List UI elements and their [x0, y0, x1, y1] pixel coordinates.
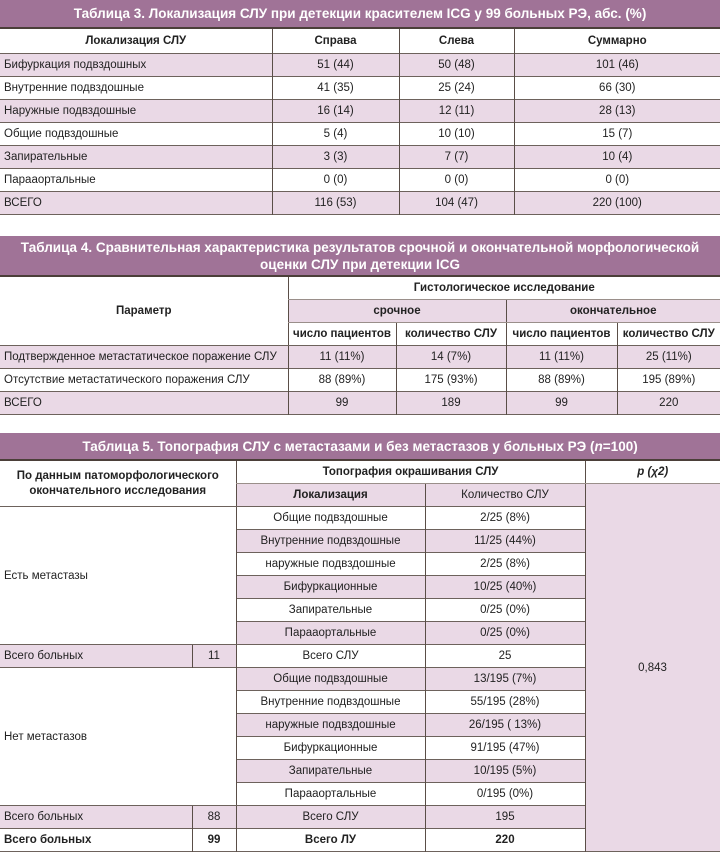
cell: 91/195 (47%): [425, 737, 585, 760]
cell: 220: [617, 392, 720, 415]
table-3-header: Слева: [399, 28, 514, 54]
group-label: Нет метастазов: [0, 668, 236, 806]
table-3-title: Таблица 3. Локализация СЛУ при детекции красителем ICG у 99 больных РЭ, абс. (%): [0, 0, 720, 28]
cell: 41 (35): [272, 77, 399, 100]
cell: 10 (10): [399, 123, 514, 146]
cell: 101 (46): [514, 54, 720, 77]
cell: 0 (0): [399, 169, 514, 192]
table-row: [0, 54, 720, 77]
col-header: число пациентов: [288, 323, 396, 346]
cell: 220 (100): [514, 192, 720, 215]
grand-total-lu: 220: [425, 829, 585, 852]
cell: 116 (53): [272, 192, 399, 215]
cell: 88 (89%): [506, 369, 617, 392]
grand-total-lu-label: Всего ЛУ: [236, 829, 425, 852]
cell: 26/195 ( 13%): [425, 714, 585, 737]
cell: наружные подвздошные: [236, 714, 425, 737]
total-slu: 195: [425, 806, 585, 829]
cell: 25 (11%): [617, 346, 720, 369]
cell: 28 (13): [514, 100, 720, 123]
row-label: Запирательные: [4, 151, 88, 163]
table-3: [0, 0, 720, 215]
table-row-total: [0, 392, 720, 415]
total-slu-label: Всего СЛУ: [236, 806, 425, 829]
row-label: ВСЕГО: [4, 397, 42, 409]
total-slu-label: Всего СЛУ: [236, 645, 425, 668]
table-row: [0, 146, 720, 169]
cell: 7 (7): [399, 146, 514, 169]
cell: Запирательные: [236, 599, 425, 622]
row-label: Общие подвздошные: [4, 128, 119, 140]
table-5-title: [0, 433, 720, 460]
cell: Парааортальные: [236, 783, 425, 806]
row-label: Отсутствие метастатического поражения СЛУ: [4, 374, 250, 386]
total-label: Всего больных: [0, 645, 192, 668]
header-localization: Локализация: [236, 484, 425, 507]
cell: 14 (7%): [396, 346, 506, 369]
cell: 55/195 (28%): [425, 691, 585, 714]
cell: 195 (89%): [617, 369, 720, 392]
total-label: Всего больных: [4, 811, 84, 823]
cell: 0 (0): [514, 169, 720, 192]
cell: Внутренние подвздошные: [236, 530, 425, 553]
grand-total-label: Всего больных: [4, 834, 92, 846]
row-label: Подтвержденное метастатическое поражение СЛУ: [4, 351, 277, 363]
header-left: По данным патоморфологического окончательного исследования: [0, 460, 236, 507]
cell: 0/25 (0%): [425, 599, 585, 622]
cell: Общие подвздошные: [236, 507, 425, 530]
total-slu: 25: [425, 645, 585, 668]
title-text: =100): [602, 438, 638, 454]
p-value: 0,843: [585, 484, 720, 852]
table-row: [0, 369, 720, 392]
cell: 99: [506, 392, 617, 415]
header-p: p (χ2): [585, 460, 720, 484]
table-row: [0, 123, 720, 146]
table-4: [0, 236, 720, 415]
cell: 2/25 (8%): [425, 507, 585, 530]
table-row: [0, 100, 720, 123]
table-4-title: Таблица 4. Сравнительная характеристика результатов срочной и окончательной морфологической оценки СЛУ при детекции ICG: [0, 236, 720, 276]
cell: 10 (4): [514, 146, 720, 169]
title-text: Таблица 5. Топография СЛУ с метастазами и без метастазов у больных РЭ (: [82, 438, 595, 454]
table-row: [0, 346, 720, 369]
cell: 104 (47): [399, 192, 514, 215]
cell: 66 (30): [514, 77, 720, 100]
row-label: Бифуркация подвздошных: [4, 59, 147, 71]
table-5: [0, 433, 720, 852]
row-label: Внутренние подвздошные: [4, 82, 144, 94]
cell: 5 (4): [272, 123, 399, 146]
total-patients: 88: [192, 806, 236, 829]
table-row: [0, 77, 720, 100]
cell: 16 (14): [272, 100, 399, 123]
col-header: количество СЛУ: [396, 323, 506, 346]
cell: 13/195 (7%): [425, 668, 585, 691]
row-label: ВСЕГО: [4, 197, 42, 209]
cell: Бифуркационные: [236, 737, 425, 760]
cell: 12 (11): [399, 100, 514, 123]
cell: Внутренние подвздошные: [236, 691, 425, 714]
table-3-header: Суммарно: [514, 28, 720, 54]
cell: 15 (7): [514, 123, 720, 146]
cell: 10/195 (5%): [425, 760, 585, 783]
table-3-header: Справа: [272, 28, 399, 54]
cell: 0 (0): [272, 169, 399, 192]
cell: 11 (11%): [288, 346, 396, 369]
total-patients: 11: [192, 645, 236, 668]
col-header: число пациентов: [506, 323, 617, 346]
row-label: Наружные подвздошные: [4, 105, 137, 117]
table-3-header: Локализация СЛУ: [85, 35, 187, 47]
param-header: Параметр: [0, 276, 288, 346]
header-count: Количество СЛУ: [425, 484, 585, 507]
cell: Запирательные: [236, 760, 425, 783]
cell: Общие подвздошные: [236, 668, 425, 691]
header-topography: Топография окрашивания СЛУ: [236, 460, 585, 484]
cell: 50 (48): [399, 54, 514, 77]
cell: 99: [288, 392, 396, 415]
cell: 88 (89%): [288, 369, 396, 392]
cell: наружные подвздошные: [236, 553, 425, 576]
group-label: Есть метастазы: [0, 507, 236, 645]
sub-header-urgent: срочное: [288, 300, 506, 323]
cell: 51 (44): [272, 54, 399, 77]
cell: 0/195 (0%): [425, 783, 585, 806]
group-header: Гистологическое исследование: [288, 276, 720, 300]
grand-total-patients: 99: [192, 829, 236, 852]
cell: 11 (11%): [506, 346, 617, 369]
cell: Бифуркационные: [236, 576, 425, 599]
cell: Парааортальные: [236, 622, 425, 645]
cell: 11/25 (44%): [425, 530, 585, 553]
cell: 175 (93%): [396, 369, 506, 392]
cell: 25 (24): [399, 77, 514, 100]
table-row: [0, 169, 720, 192]
cell: 0/25 (0%): [425, 622, 585, 645]
title-n: n: [594, 438, 603, 454]
cell: 2/25 (8%): [425, 553, 585, 576]
cell: 3 (3): [272, 146, 399, 169]
cell: 10/25 (40%): [425, 576, 585, 599]
table-row-total: [0, 192, 720, 215]
sub-header-final: окончательное: [506, 300, 720, 323]
col-header: количество СЛУ: [617, 323, 720, 346]
row-label: Парааортальные: [4, 174, 96, 186]
cell: 189: [396, 392, 506, 415]
